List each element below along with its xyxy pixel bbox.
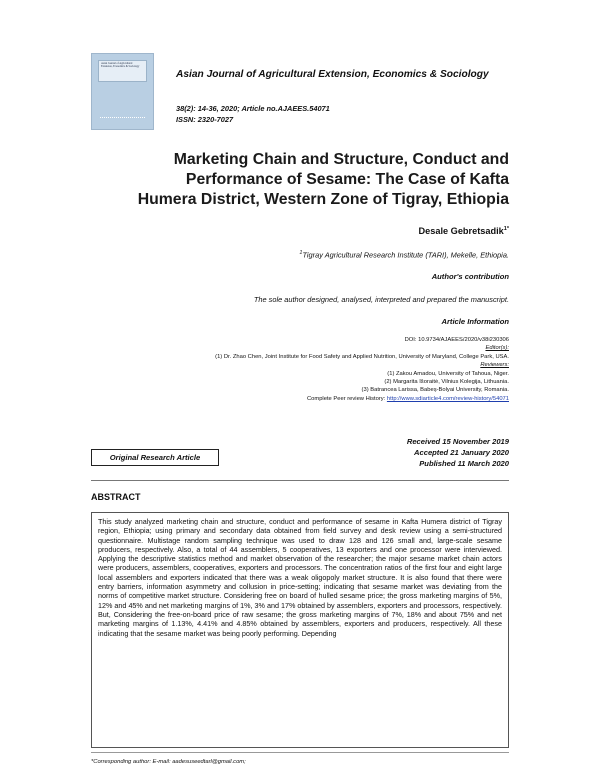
article-info-heading: Article Information [441,317,509,326]
footnote-divider [91,752,509,753]
contribution-text: The sole author designed, analysed, interpreted and prepared the manuscript. [253,295,509,304]
doi: DOI: 10.9734/AJAEES/2020/v38i230306 [404,337,509,343]
review-history-label: Complete Peer review History: [306,395,386,402]
journal-cover-image [91,53,154,130]
citation: 38(2): 14-36, 2020; Article no.AJAEES.54071 [176,104,330,113]
cover-title-strip: Asian Journal of Agricultural Extension, Economics & Sociology [98,60,147,82]
abstract-text: This study analyzed marketing chain and structure, conduct and performance of sesame in Kafta Humera district of Tigray region, Ethiopia; using primary and secondary data obtained from field survey and desk review using a semi-structured questionnaire. Multistage random sampling technique was used to draw 128 and 126 small and, large-scale sesame producers, respectively. Also, a total of 44 assemblers, 5 cooperatives, 13 exporters and one processor were interviewed. Applying the descriptive statistics method and market observation of the researcher; the major sesame market chain actors were producers, assemblers, cooperatives, exporters and processors. The concentration ratios of the first four and eight large local assemblers and exporters indicated that there was a weak oligopoly market structure. It is also found that there were entry barriers, information asymmetry and collusion in price-setting; indicating that sesame market was deviating from the norms of competitive market structure. Considering free on board of hulled sesame price; the gross marketing margins of 5%, 12% and 45% and net marketing margins of 1%, 3% and 17% obtained by assemblers, exporters and processors, respectively. But, Considering the free-on-board price of raw sesame; the gross marketing margins of 7%, 18% and about 75% and net marketing margins of 1.13%, 4.41% and 4.85% obtained by assemblers, exporters and producers, respectively. All these indicating that the sesame market was being poorly performing. Depending [98,517,502,638]
accepted-date: Accepted 21 January 2020 [414,448,509,457]
author-superscript: 1* [503,226,509,232]
contribution-heading: Author's contribution [431,272,509,281]
editor-label: Editor(s): [485,345,509,352]
affiliation-text: Tigray Agricultural Research Institute (TARI), Mekelle, Ethiopia. [302,250,509,260]
review-history [89,395,509,403]
affiliation-superscript: 1 [299,250,303,256]
section-divider [91,480,509,481]
editor: (1) Dr. Zhao Chen, Joint Institute for Food Safety and Applied Nutrition, University of Maryland, College Park, USA. [215,353,509,360]
article-title: Marketing Chain and Structure, Conduct and Performance of Sesame: The Case of Kafta Humera District, Western Zone of Tigray, Ethiopia [137,151,509,208]
issn: ISSN: 2320-7027 [176,115,234,124]
journal-name: Asian Journal of Agricultural Extension, Economics & Sociology [176,69,489,80]
journal-meta [176,103,330,125]
reviewer-1: (1) Zakou Amadou, University of Tahoua, Niger. [387,370,509,377]
published-date: Published 11 March 2020 [419,459,509,468]
received-date: Received 15 November 2019 [406,437,509,446]
reviewers-label: Reviewers: [480,362,509,369]
review-history-link[interactable]: http://www.sdiarticle4.com/review-history/54071 [386,395,509,402]
author-line [419,226,510,236]
article-type-badge: Original Research Article [91,449,219,466]
abstract-box [91,512,509,748]
reviewer-3: (3) Batrancea Larissa, Babeș-Bolyai University, Romania. [361,387,509,394]
article-dates [407,436,509,469]
article-info [89,336,509,403]
affiliation [299,250,509,259]
cover-decoration [100,117,145,120]
reviewer-2: (2) Margarita Išoraitė, Vilnius Kolegija, Lithuania. [384,379,509,386]
corresponding-author-footnote: *Corresponding author: E-mail: aadesuseedtarl@gmail.com; [91,759,246,765]
abstract-heading: ABSTRACT [91,492,141,502]
author-name: Desale Gebretsadik [418,226,504,237]
